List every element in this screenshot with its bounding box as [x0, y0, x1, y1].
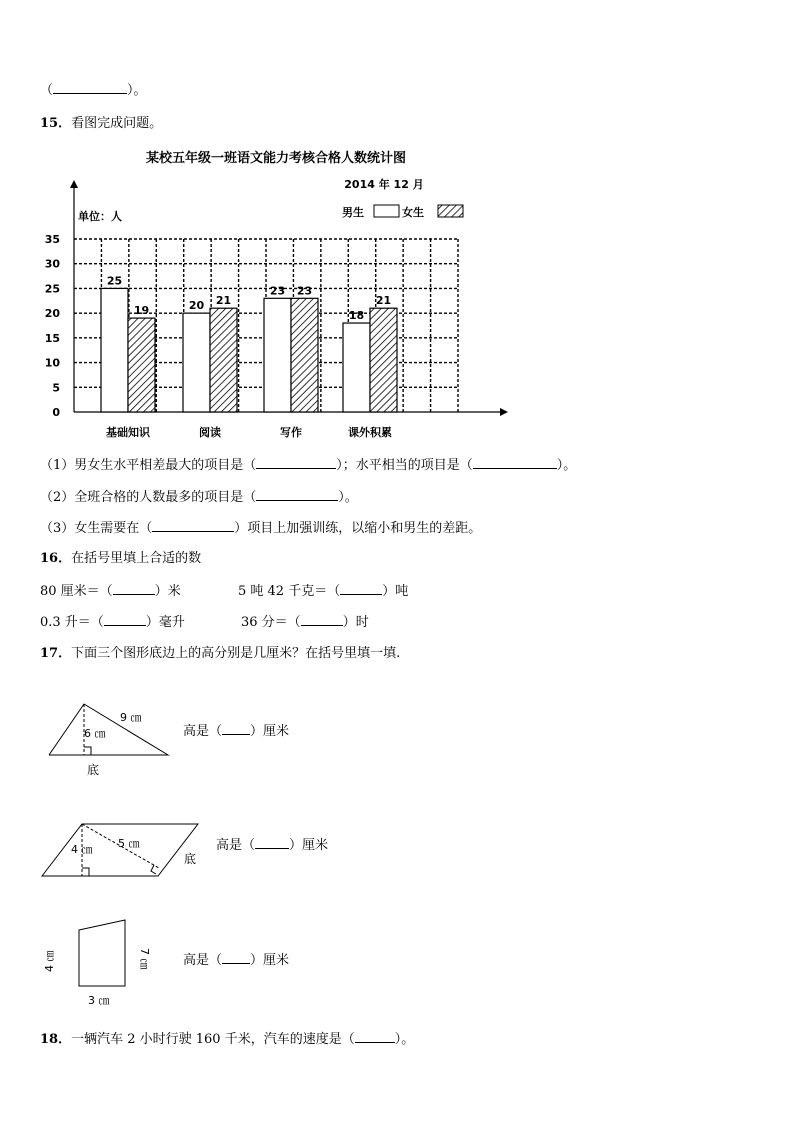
question-18: 18．一辆汽车 2 小时行驶 160 千米，汽车的速度是（ ）。 — [40, 1032, 415, 1047]
y-tick-label: 0 — [52, 406, 60, 419]
answer-blank[interactable] — [104, 614, 146, 626]
x-category-label: 基础知识 — [106, 426, 150, 439]
trapezoid-left-label: 4 ㎝ — [43, 950, 56, 972]
bar-value-label: 20 — [188, 299, 205, 313]
bar-girls — [210, 308, 237, 412]
y-tick-label: 10 — [44, 356, 60, 370]
q15-sub-1: （1）男女生水平相差最大的项目是（ ）；水平相当的项目是（ ）。 — [40, 458, 577, 473]
trapezoid-bottom-label: 3 ㎝ — [88, 994, 110, 1007]
legend — [342, 205, 463, 219]
chart-bars — [101, 274, 397, 412]
parallelogram-base-label: 底 — [184, 852, 197, 866]
chart-y-ticks — [45, 233, 61, 419]
y-tick-label: 15 — [44, 331, 60, 345]
trapezoid-right-label: 7 ㎝ — [138, 948, 151, 970]
bar-value-label: 19 — [133, 304, 150, 318]
answer-blank[interactable] — [256, 457, 336, 469]
parallelogram-diag-label: 5 ㎝ — [118, 837, 140, 850]
bar-chart — [38, 142, 508, 442]
y-tick-label: 20 — [44, 307, 60, 321]
bar-value-label: 21 — [215, 294, 232, 308]
prev-question-tail: （ ）。 — [40, 83, 147, 98]
legend-swatch-girls — [438, 205, 463, 217]
y-tick-label: 25 — [44, 282, 60, 296]
triangle-base-label: 底 — [87, 763, 100, 777]
q16-item-4: 36 分＝（ ）时 — [241, 615, 369, 630]
x-category-label: 写作 — [280, 426, 302, 439]
triangle-side-label: 9 ㎝ — [120, 711, 142, 724]
bar-girls — [370, 308, 397, 412]
q16-item-1: 80 厘米＝（ ）米 — [40, 584, 181, 599]
bar-value-label: 25 — [106, 274, 123, 288]
y-tick-label: 5 — [52, 381, 60, 395]
y-tick-label: 35 — [44, 233, 60, 246]
question-17-heading: 17．下面三个图形底边上的高分别是几厘米？在括号里填一填. — [40, 646, 401, 661]
answer-blank[interactable] — [301, 614, 343, 626]
answer-blank[interactable] — [222, 952, 250, 964]
q17-answer-3: 高是（ ）厘米 — [183, 953, 290, 968]
bar-value-label: 23 — [269, 284, 286, 298]
answer-blank[interactable] — [222, 723, 250, 735]
chart-title: 某校五年级一班语文能力考核合格人数统计图 — [145, 151, 407, 166]
bar-boys — [264, 298, 291, 412]
legend-swatch-boys — [374, 205, 399, 217]
q16-item-2: 5 吨 42 千克＝（ ）吨 — [238, 584, 409, 599]
answer-blank[interactable] — [53, 82, 127, 94]
bar-value-label: 21 — [375, 294, 392, 308]
q16-item-3: 0.3 升＝（ ）毫升 — [40, 615, 185, 630]
q17-answer-1: 高是（ ）厘米 — [183, 724, 290, 739]
chart-subtitle: 2014 年 12 月 — [344, 178, 424, 191]
bar-boys — [183, 313, 210, 412]
bar-girls — [128, 318, 155, 412]
answer-blank[interactable] — [255, 837, 289, 849]
x-category-label: 课外积累 — [348, 426, 392, 439]
answer-blank[interactable] — [340, 583, 382, 595]
question-16-heading: 16．在括号里填上合适的数 — [40, 551, 202, 566]
unit-label: 单位：人 — [78, 210, 122, 223]
parallelogram-height-label: 4 ㎝ — [71, 843, 93, 856]
answer-blank[interactable] — [152, 520, 234, 532]
question-15-heading: 15．看图完成问题。 — [40, 116, 163, 131]
answer-blank[interactable] — [355, 1031, 395, 1043]
q15-sub-2: （2）全班合格的人数最多的项目是（ ）。 — [40, 490, 358, 505]
x-axis-arrow — [500, 408, 508, 416]
trapezoid-figure — [38, 912, 158, 1012]
legend-label-boys: 男生 — [342, 206, 364, 219]
bar-value-label: 18 — [348, 309, 365, 323]
parallelogram-figure — [38, 818, 208, 884]
bar-value-label: 23 — [296, 284, 313, 298]
legend-label-girls: 女生 — [402, 206, 424, 219]
q15-sub-3: （3）女生需要在（ ）项目上加强训练，以缩小和男生的差距。 — [40, 521, 482, 536]
x-category-label: 阅读 — [199, 426, 221, 439]
y-tick-label: 30 — [44, 257, 60, 271]
bar-boys — [101, 288, 128, 412]
answer-blank[interactable] — [113, 583, 155, 595]
answer-blank[interactable] — [473, 457, 557, 469]
triangle-figure — [40, 698, 180, 782]
q17-answer-2: 高是（ ）厘米 — [216, 838, 329, 853]
bar-boys — [343, 323, 370, 412]
y-axis-arrow — [70, 180, 78, 188]
answer-blank[interactable] — [256, 489, 338, 501]
chart-x-labels — [106, 425, 392, 439]
triangle-height-label: 6 ㎝ — [84, 727, 106, 740]
bar-girls — [291, 298, 318, 412]
